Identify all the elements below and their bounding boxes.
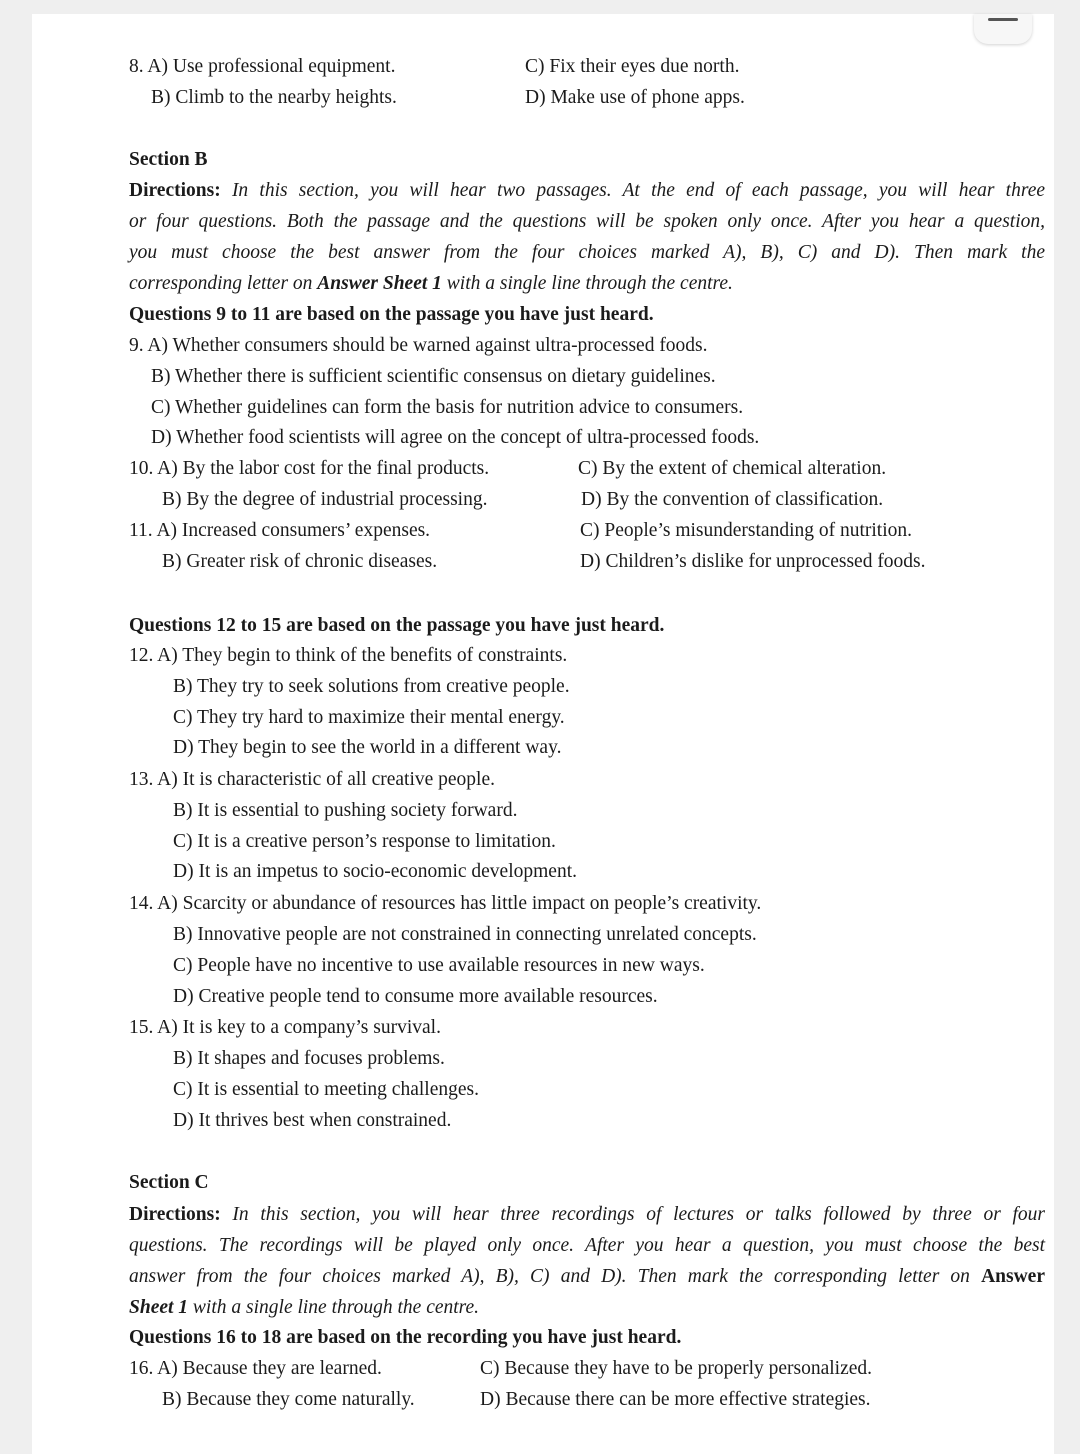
q14-option-d: D) Creative people tend to consume more available resources.: [173, 986, 658, 1007]
scroll-handle[interactable]: [974, 14, 1032, 44]
answer-sheet-ref: Answer: [981, 1266, 1045, 1287]
q11-option-b: B) Greater risk of chronic diseases.: [162, 551, 438, 572]
q15-option-a: 15. A) It is key to a company’s survival.: [129, 1017, 441, 1038]
passage-1-heading: Questions 9 to 11 are based on the passage you have just heard.: [129, 304, 654, 325]
q16-option-c: C) Because they have to be properly personalized.: [480, 1358, 873, 1379]
document-page: [32, 14, 1054, 1454]
q10-option-a: 10. A) By the labor cost for the final products.: [129, 458, 490, 479]
q16-option-a: 16. A) Because they are learned.: [129, 1358, 382, 1379]
q11-option-a: 11. A) Increased consumers’ expenses.: [129, 520, 431, 541]
q13-option-a: 13. A) It is characteristic of all creative people.: [129, 769, 496, 790]
q13-option-c: C) It is a creative person’s response to limitation.: [173, 831, 556, 852]
q9-option-d: D) Whether food scientists will agree on the concept of ultra-processed foods.: [151, 427, 760, 448]
q9-option-b: B) Whether there is sufficient scientific consensus on dietary guidelines.: [151, 366, 716, 387]
section-c-title: Section C: [129, 1172, 209, 1193]
directions-text: with a single line through the centre.: [192, 1297, 480, 1318]
q15-option-d: D) It thrives best when constrained.: [173, 1110, 452, 1131]
q12-option-c: C) They try hard to maximize their mental energy.: [173, 707, 565, 728]
passage-2-heading: Questions 12 to 15 are based on the passage you have just heard.: [129, 615, 665, 636]
q15-option-b: B) It shapes and focuses problems.: [173, 1048, 445, 1069]
q14-option-b: B) Innovative people are not constrained in connecting unrelated concepts.: [173, 924, 757, 945]
q14-option-c: C) People have no incentive to use available resources in new ways.: [173, 955, 705, 976]
q9-option-c: C) Whether guidelines can form the basis for nutrition advice to consumers.: [151, 397, 744, 418]
answer-sheet-ref: Answer Sheet 1: [317, 273, 442, 294]
q8-option-c: C) Fix their eyes due north.: [525, 56, 740, 77]
answer-sheet-ref: Sheet 1: [129, 1297, 189, 1318]
recording-1-heading: Questions 16 to 18 are based on the recording you have just heard.: [129, 1327, 682, 1348]
directions-label: Directions:: [129, 180, 221, 201]
q13-option-d: D) It is an impetus to socio-economic development.: [173, 861, 577, 882]
q8-option-d: D) Make use of phone apps.: [525, 87, 745, 108]
grip-icon: [988, 18, 1018, 21]
section-b-title: Section B: [129, 149, 208, 170]
section-c-directions-line-3: [129, 1261, 1045, 1292]
directions-text: In this section, you will hear three recordings of lectures or talks followed by three or four: [232, 1204, 1046, 1225]
section-b-directions-line-4: [129, 268, 1045, 299]
directions-label: Directions:: [129, 1204, 221, 1225]
directions-text: with a single line through the centre.: [446, 273, 733, 294]
q11-option-c: C) People’s misunderstanding of nutrition.: [580, 520, 913, 541]
q12-option-a: 12. A) They begin to think of the benefits of constraints.: [129, 645, 568, 666]
section-c-directions-line-1: [129, 1199, 1045, 1230]
q8-option-b: B) Climb to the nearby heights.: [151, 87, 397, 108]
section-c-directions-line-4: [129, 1292, 1045, 1323]
directions-text: In this section, you will hear two passages. At the end of each passage, you will hear three: [231, 180, 1046, 201]
section-c-directions-line-2: questions. The recordings will be played only once. After you hear a question, you must choose the best: [129, 1235, 1045, 1256]
q11-option-d: D) Children’s dislike for unprocessed foods.: [580, 551, 926, 572]
q14-option-a: 14. A) Scarcity or abundance of resources has little impact on people’s creativity.: [129, 893, 762, 914]
section-b-directions-line-2: or four questions. Both the passage and the questions will be spoken only once. After you hear a question,: [129, 211, 1045, 232]
q16-option-b: B) Because they come naturally.: [162, 1389, 415, 1410]
section-b-directions-line-1: [129, 175, 1045, 206]
q12-option-b: B) They try to seek solutions from creative people.: [173, 676, 570, 697]
q10-option-b: B) By the degree of industrial processing.: [162, 489, 488, 510]
q10-option-d: D) By the convention of classification.: [581, 489, 884, 510]
directions-text: answer from the four choices marked A), B), C) and D). Then mark the corresponding letter on: [129, 1266, 970, 1287]
directions-text: corresponding letter on: [129, 273, 313, 294]
q10-option-c: C) By the extent of chemical alteration.: [578, 458, 887, 479]
q9-option-a: 9. A) Whether consumers should be warned against ultra-processed foods.: [129, 335, 708, 356]
q13-option-b: B) It is essential to pushing society forward.: [173, 800, 518, 821]
q15-option-c: C) It is essential to meeting challenges.: [173, 1079, 479, 1100]
q16-option-d: D) Because there can be more effective strategies.: [480, 1389, 871, 1410]
q8-option-a: 8. A) Use professional equipment.: [129, 56, 396, 77]
section-b-directions-line-3: you must choose the best answer from the four choices marked A), B), C) and D). Then mark the: [129, 242, 1045, 263]
q12-option-d: D) They begin to see the world in a different way.: [173, 737, 562, 758]
